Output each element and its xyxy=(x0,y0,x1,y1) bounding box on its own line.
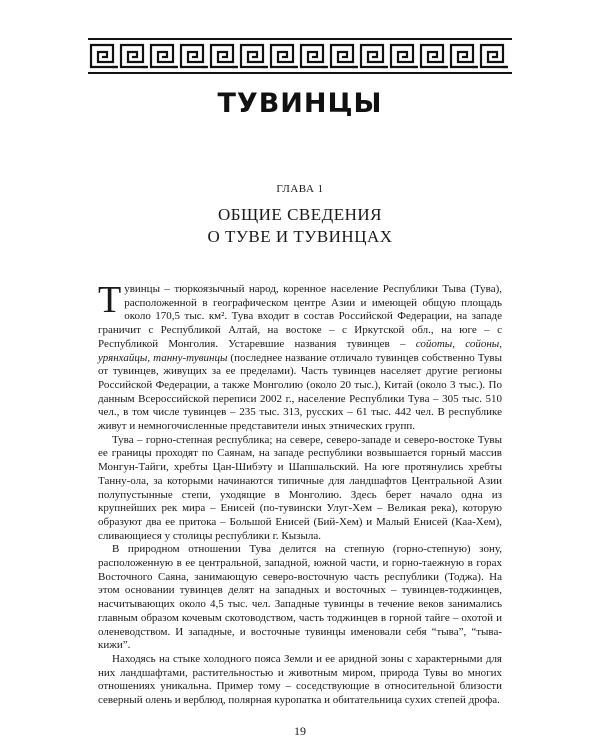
page-number: 19 xyxy=(294,724,306,738)
paragraph-1-start: увинцы – тюркоязычный народ, коренное население Республики Тыва (Тува), расположенной в географическом центре Азии и имеющей общую площадь около 170,5 тыс. км². Тува входит в состав Российской Федерации, на западе граничит с Республикой Алтай, на востоке – с Иркутской обл., на юге – с Республикой Монголия. Устаревшие названия тувинцев – xyxy=(98,283,502,350)
paragraph-1-italic-names: сойоты, сойоны, урянхайцы, танну-тувинцы xyxy=(98,337,502,364)
greek-key-ornament xyxy=(88,38,512,74)
paragraph-2: Тува – горно-степная республика; на севере, северо-западе и северо-востоке Тувы ее границы проходят по Саянам, на западе республики возвышается горный массив Монгун-Тайги, хребты Цан-Шибэту и Шапшальский. На юге протянулись хребты Танну-ола, за которыми начинаются типичные для ландшафтов Центральной Азии полупустынные степи, уходящие в Монголию. Здесь берет начало одна из крупнейших рек мира – Енисей (по-тувински Улуг-Хем – Великая река), которую образуют два ее притока – Большой Енисей (Бий-Хем) и Малый Енисей (Каа-Хем), сливающиеся у столицы республики г. Кызыла. xyxy=(98,433,502,542)
paragraph-1 xyxy=(98,279,503,434)
chapter-title xyxy=(0,204,600,248)
paragraph-1-end: (последнее название отличало тувинцев собственно Тувы от тувинцев, живущих за ее пределами). Часть тувинцев населяет другие регионы Российской Федерации, а также Монголию (около 20 тыс.), Китай (около 3 тыс.). По данным Всероссийской переписи 2002 г., население Республики Тува – 305 тыс. 510 чел., в том числе тувинцев – 235 тыс. 313, русских – 61 тыс. 442 чел. В республике живут и немногочисленные представители иных этнических групп. xyxy=(98,351,503,433)
paragraph-4: Находясь на стыке холодного пояса Земли и ее аридной зоны с характерными для них ландшафтами, растительностью и животным миром, природа Тувы во многих отношениях уникальна. Пример тому – соседствующие в относительной близости северный олень и верблюд, полярная куропатка и обитательница сухих степей дрофа. xyxy=(98,652,502,707)
meander-pattern xyxy=(88,40,508,72)
chapter-label: ГЛАВА 1 xyxy=(276,183,324,195)
drop-cap: Т xyxy=(98,279,122,321)
paragraph-3: В природном отношении Тува делится на степную (горно-степную) зону, расположенную в ее центральной, западной, южной части, и горно-таежную в горах Восточного Саяна, занимающую северо-восточную часть республики (Тоджа). На этом основании тувинцев делят на западных и восточных – тувинцев-тоджинцев, насчитывающих около 4,5 тыс. чел. Западные тувинцы в течение веков занимались главным образом кочевым скотоводством, часть тоджинцев в горной тайге – охотой и оленеводством. И западные, и восточные тувинцы именовали себя “тыва”, “тыва-кижи”. xyxy=(98,543,502,652)
body-text xyxy=(98,279,503,708)
chapter-title-line-1: ОБЩИЕ СВЕДЕНИЯ xyxy=(217,205,383,224)
chapter-title-line-2: О ТУВЕ И ТУВИНЦАХ xyxy=(207,227,393,246)
page-title: ТУВИНЦЫ xyxy=(217,88,383,119)
